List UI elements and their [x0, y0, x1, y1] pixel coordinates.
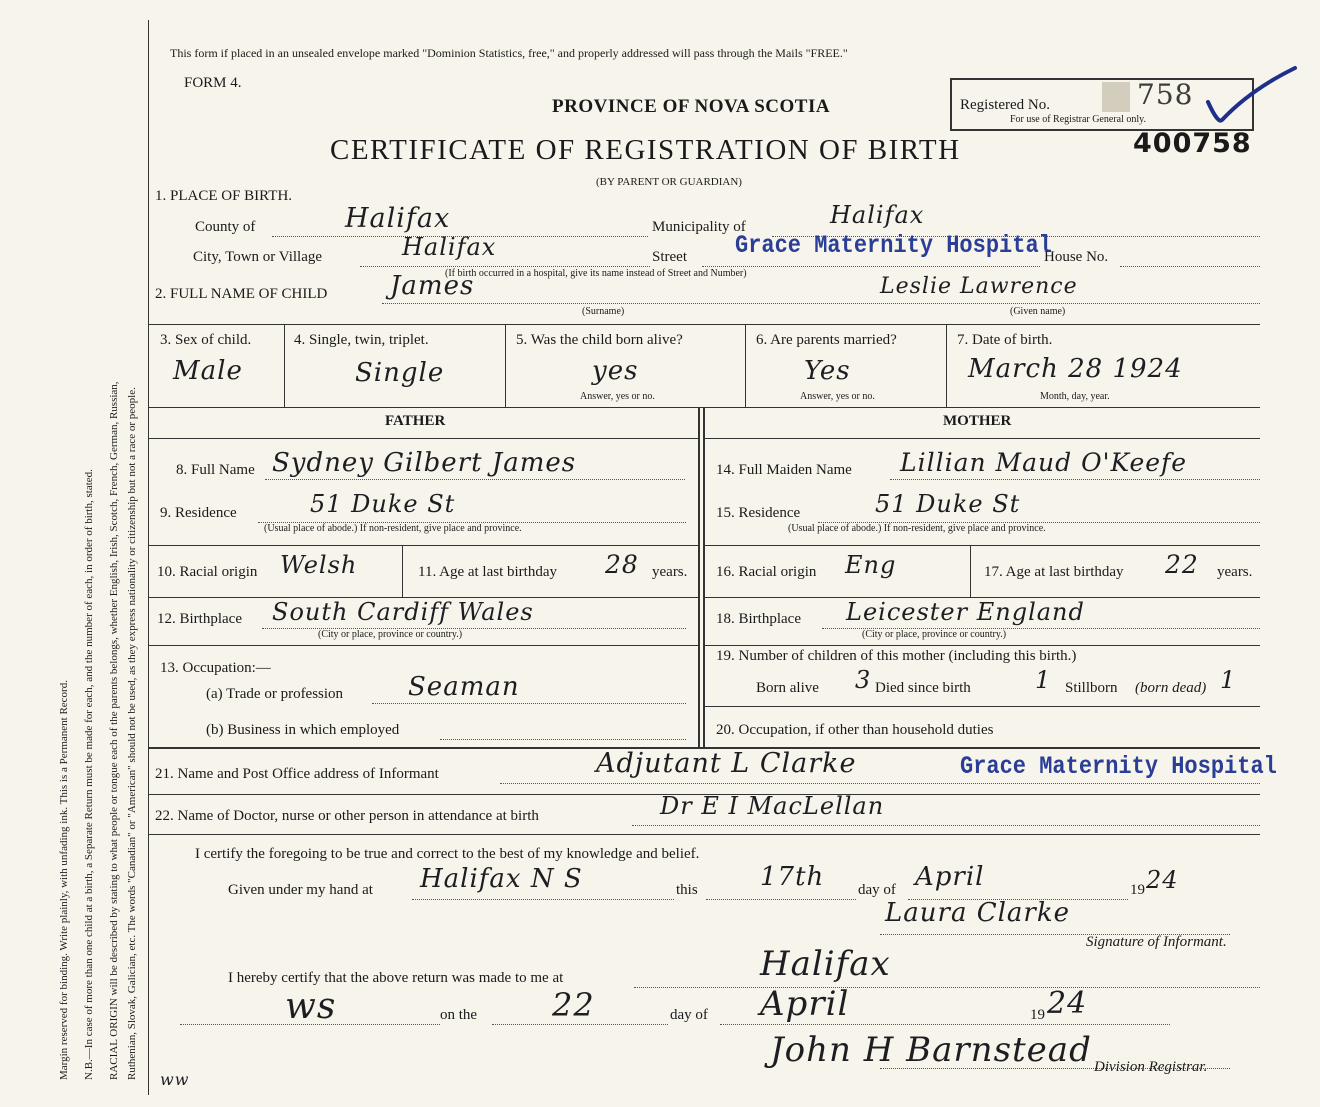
- mother-birthplace-caption: (City or place, province or country.): [862, 629, 1007, 640]
- mother-residence-value: 51 Duke St: [875, 490, 1021, 518]
- child-name-label: 2. FULL NAME OF CHILD: [155, 286, 328, 302]
- margin-multiple-births-note: N.B.—In case of more than one child at a birth, a Separate Return must be made for each, and the number of each, in order of birth, stated.: [83, 469, 95, 1080]
- registrar-general-note: For use of Registrar General only.: [1010, 114, 1146, 125]
- father-heading: FATHER: [385, 413, 446, 429]
- father-trade-label: (a) Trade or profession: [206, 686, 344, 702]
- died-since-birth-value: 1: [1035, 666, 1052, 694]
- registrar-year-prefix: 19: [1030, 1007, 1045, 1023]
- father-trade-value: Seaman: [408, 672, 520, 702]
- municipality-label: Municipality of: [652, 219, 746, 235]
- stillborn-note: (born dead): [1135, 680, 1207, 696]
- father-age-value: 28: [605, 550, 639, 579]
- postage-notice: This form if placed in an unsealed envelope marked "Dominion Statistics, free," and properly addressed will pass through the Mails "FREE.": [170, 46, 848, 60]
- registrar-signature: John H Barnstead: [770, 1030, 1092, 1070]
- certificate-title: CERTIFICATE OF REGISTRATION OF BIRTH: [330, 134, 961, 166]
- registrar-certify-text: I hereby certify that the above return was made to me at: [228, 970, 564, 986]
- mother-birthplace-label: 18. Birthplace: [716, 611, 801, 627]
- mother-birthplace-value: Leicester England: [846, 598, 1085, 626]
- mother-name-value: Lillian Maud O'Keefe: [900, 448, 1188, 477]
- registrar-day-value: 22: [552, 986, 595, 1024]
- margin-mark: ww: [160, 1070, 190, 1089]
- city-value: Halifax: [402, 233, 497, 261]
- municipality-value: Halifax: [830, 201, 925, 229]
- date-of-birth-label: 7. Date of birth.: [957, 332, 1053, 348]
- mother-residence-caption: (Usual place of abode.) If non-resident, give place and province.: [788, 523, 1046, 534]
- registrar-year-value: 24: [1047, 986, 1088, 1021]
- form-number: FORM 4.: [184, 75, 242, 91]
- single-twin-value: Single: [355, 358, 445, 388]
- father-birthplace-value: South Cardiff Wales: [272, 598, 534, 626]
- father-birthplace-label: 12. Birthplace: [157, 611, 242, 627]
- child-given-name: Leslie Lawrence: [880, 274, 1078, 299]
- sex-label: 3. Sex of child.: [160, 332, 252, 348]
- informant-signature-caption: Signature of Informant.: [1086, 934, 1227, 950]
- child-surname: James: [390, 271, 475, 301]
- born-alive-label: 5. Was the child born alive?: [516, 332, 683, 348]
- city-label: City, Town or Village: [193, 249, 323, 265]
- father-residence-label: 9. Residence: [160, 505, 237, 521]
- father-years-label: years.: [652, 564, 688, 580]
- doctor-label: 22. Name of Doctor, nurse or other person in attendance at birth: [155, 808, 539, 824]
- province-heading: PROVINCE OF NOVA SCOTIA: [552, 96, 831, 117]
- informant-signature: Laura Clarke: [885, 898, 1070, 928]
- registered-no-value: 758: [1137, 78, 1194, 111]
- children-count-label: 19. Number of children of this mother (including this birth.): [716, 648, 1077, 664]
- mother-name-label: 14. Full Maiden Name: [716, 462, 852, 478]
- born-alive-value: yes: [592, 356, 639, 386]
- mother-racial-origin-label: 16. Racial origin: [716, 564, 817, 580]
- given-year-prefix: 19: [1130, 882, 1145, 898]
- stillborn-label: Stillborn: [1065, 680, 1118, 696]
- father-residence-caption: (Usual place of abode.) If non-resident, give place and province.: [264, 523, 522, 534]
- margin-binding-note: Margin reserved for binding. Write plainly, with unfading ink. This is a Permanent Record.: [58, 680, 70, 1080]
- father-birthplace-caption: (City or place, province or country.): [318, 629, 463, 640]
- date-of-birth-value: March 28 1924: [968, 354, 1183, 384]
- mother-heading: MOTHER: [943, 413, 1012, 429]
- single-twin-label: 4. Single, twin, triplet.: [294, 332, 429, 348]
- mother-age-label: 17. Age at last birthday: [984, 564, 1124, 580]
- mother-years-label: years.: [1217, 564, 1253, 580]
- doctor-value: Dr E I MacLellan: [660, 792, 885, 820]
- father-racial-origin-value: Welsh: [280, 551, 358, 579]
- informant-label: 21. Name and Post Office address of Informant: [155, 766, 439, 782]
- this-label: this: [676, 882, 698, 898]
- street-hospital-stamp: Grace Maternity Hospital: [735, 231, 1052, 260]
- father-residence-value: 51 Duke St: [310, 490, 456, 518]
- given-day-of-label: day of: [858, 882, 896, 898]
- registration-number: 400758: [1133, 128, 1252, 159]
- given-under-label: Given under my hand at: [228, 882, 373, 898]
- registrar-day-of-label: day of: [670, 1007, 708, 1023]
- mother-residence-label: 15. Residence: [716, 505, 801, 521]
- father-name-value: Sydney Gilbert James: [272, 448, 577, 478]
- born-alive-count-value: 3: [855, 666, 872, 694]
- mother-racial-origin-value: Eng: [845, 551, 897, 579]
- place-of-birth-label: 1. PLACE OF BIRTH.: [155, 188, 293, 204]
- died-since-birth-label: Died since birth: [875, 680, 971, 696]
- hospital-instruction: (If birth occurred in a hospital, give its name instead of Street and Number): [445, 268, 747, 279]
- registrar-place-value: Halifax: [760, 944, 891, 984]
- county-value: Halifax: [345, 203, 451, 234]
- sex-value: Male: [173, 356, 243, 386]
- stillborn-value: 1: [1220, 666, 1237, 694]
- registrar-month-value: April: [760, 984, 850, 1024]
- margin-racial-origin-note-2: Ruthenian, Slovak, Galician, etc. The words "Canadian" or "American" should not be used, as they express nationality or citizenship but not a race or people.: [126, 387, 138, 1080]
- given-day-value: 17th: [760, 862, 825, 892]
- house-no-label: House No.: [1044, 249, 1109, 265]
- margin-racial-origin-note: RACIAL ORIGIN will be described by stating to what people or tongue each of the parents belongs, whether English, Irish, Scotch, French, German, Russian,: [108, 381, 120, 1080]
- street-label: Street: [652, 249, 687, 265]
- registrar-stamp-smudge: [1102, 82, 1130, 112]
- parents-married-label: 6. Are parents married?: [756, 332, 897, 348]
- registered-no-label: Registered No.: [960, 97, 1050, 113]
- father-name-label: 8. Full Name: [176, 462, 255, 478]
- father-business-label: (b) Business in which employed: [206, 722, 400, 738]
- father-occupation-label: 13. Occupation:—: [160, 660, 271, 676]
- born-alive-count-label: Born alive: [756, 680, 819, 696]
- surname-caption: (Surname): [582, 306, 625, 317]
- registrar-initials: ws: [285, 986, 337, 1027]
- county-label: County of: [195, 219, 256, 235]
- mother-occupation-label: 20. Occupation, if other than household duties: [716, 722, 994, 738]
- check-mark-icon: [1200, 60, 1300, 130]
- born-alive-caption: Answer, yes or no.: [580, 391, 655, 402]
- mother-age-value: 22: [1165, 550, 1199, 579]
- margin-rule: [148, 20, 149, 1095]
- given-name-caption: (Given name): [1010, 306, 1066, 317]
- certificate-subtitle: (BY PARENT OR GUARDIAN): [596, 176, 742, 188]
- informant-value: Adjutant L Clarke: [596, 748, 857, 779]
- date-of-birth-caption: Month, day, year.: [1040, 391, 1110, 402]
- given-month-value: April: [915, 862, 985, 892]
- given-place-value: Halifax N S: [420, 864, 583, 894]
- father-age-label: 11. Age at last birthday: [418, 564, 557, 580]
- given-year-value: 24: [1146, 866, 1179, 894]
- informant-hospital-stamp: Grace Maternity Hospital: [960, 752, 1277, 781]
- registrar-on-label: on the: [440, 1007, 478, 1023]
- registrar-caption: Division Registrar.: [1094, 1059, 1208, 1075]
- certify-text: I certify the foregoing to be true and correct to the best of my knowledge and belief.: [195, 846, 700, 862]
- parents-married-caption: Answer, yes or no.: [800, 391, 875, 402]
- parents-married-value: Yes: [804, 356, 851, 386]
- father-racial-origin-label: 10. Racial origin: [157, 564, 258, 580]
